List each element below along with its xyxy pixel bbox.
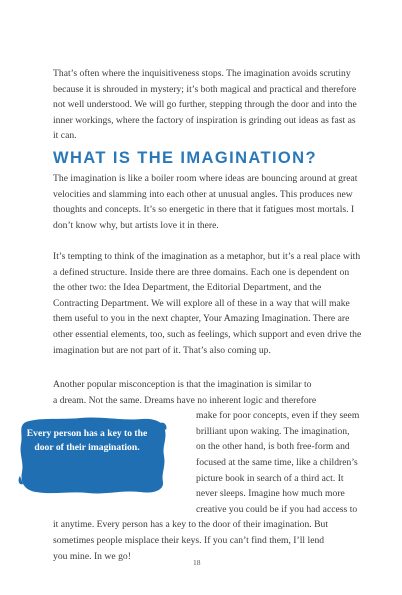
paragraph-4-line: never sleeps. Imagine how much more (196, 488, 345, 500)
section-heading: WHAT IS THE IMAGINATION? (53, 149, 317, 167)
paragraph-4-line: picture book in search of a third act. It (196, 472, 344, 484)
paragraph-3: It’s tempting to think of the imagination as a metaphor, but it’s a real place with a defined structure. Inside there are three domains. Each one is dependent on the other two: the Idea Department, the Editorial Department, and the Contracting Department. We will explore all of these in a way that will make them useful to you in the next chapter, Your Amazing Imagination. There are other essential elements, too, such as feelings, which support and even drive the imagination but are not part of it. That’s also coming up. (53, 251, 362, 356)
paragraph-4-line: Another popular misconception is that the imagination is similar to (53, 379, 312, 390)
paragraph-4-line: you mine. In we go! (53, 550, 131, 562)
pull-quote: Every person has a key to the door of their imagination. (26, 428, 148, 453)
paragraph-4-line: it anytime. Every person has a key to the door of their imagination. But (53, 519, 329, 531)
paragraph-4-line: on the other hand, is both free-form and (196, 441, 350, 453)
paragraph-2: The imagination is like a boiler room where ideas are bouncing around at great velocities and slamming into each other at unusual angles. This produces new thoughts and concepts. It’s so energetic in there that it fatigues most mortals. I don’t know why, but artists love it in there. (53, 173, 358, 231)
paragraph-4-line: make for poor concepts, even if they seem (196, 410, 360, 422)
paragraph-4-line: focused at the same time, like a children’s (196, 456, 358, 468)
paragraph-4-line: a dream. Not the same. Dreams have no inherent logic and therefore (53, 394, 317, 406)
paragraph-4-line: sometimes people misplace their keys. If you can’t find them, I’ll lend (53, 534, 325, 546)
paragraph-4-line: creative you could be if you had access to (196, 503, 358, 515)
paragraph-4-line: brilliant upon waking. The imagination, (196, 425, 350, 437)
paragraph-1: That’s often where the inquisitiveness stops. The imagination avoids scrutiny because it is shrouded in mystery; it’s both magical and practical and therefore not well understood. We will go further, stepping through the door and into the inner workings, where the factory of inspiration is grinding out ideas as fast as it can. (53, 68, 357, 142)
page-number: 18 (193, 558, 201, 567)
